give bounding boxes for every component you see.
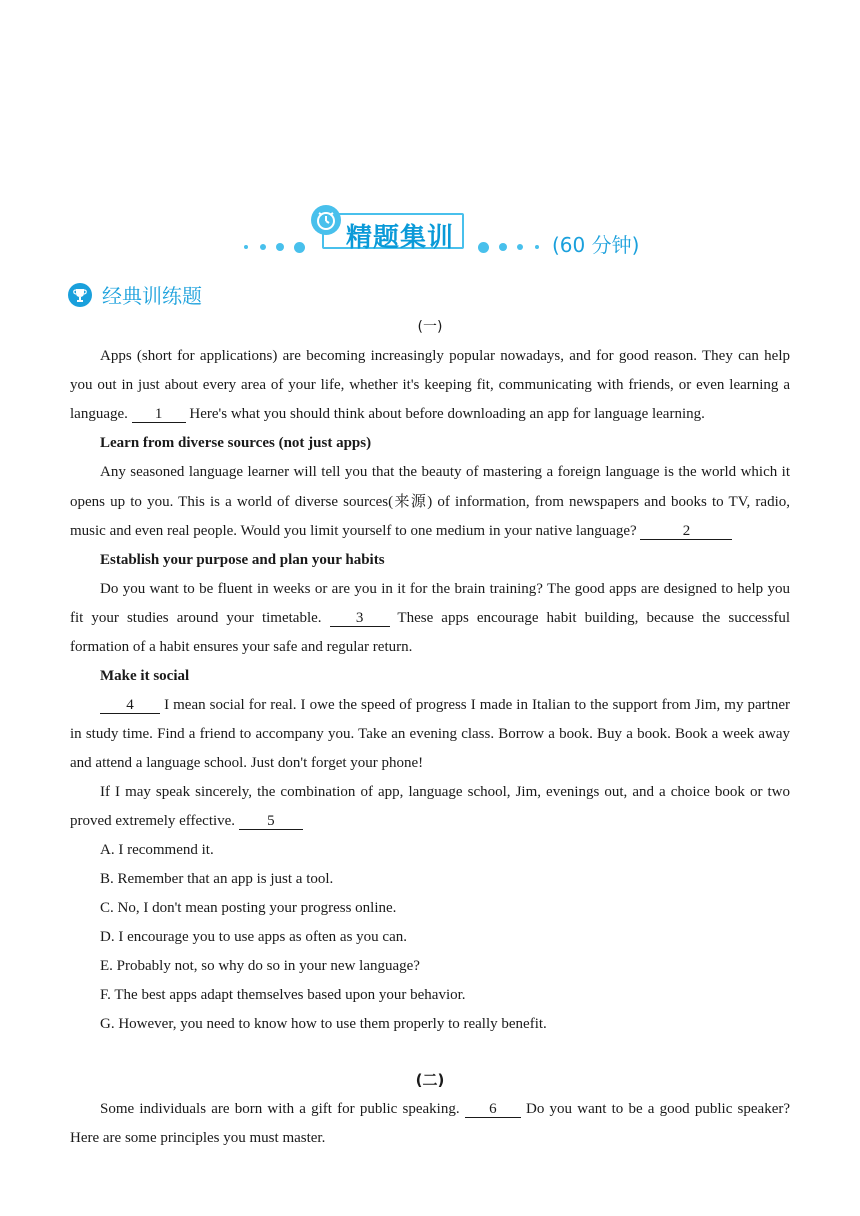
paragraph: Some individuals are born with a gift for public speaking. 6 Do you want to be a good public speaker? Here are some principles you must master. bbox=[70, 1101, 791, 1146]
answer-blank-1: 1 bbox=[132, 406, 186, 423]
banner-title-box bbox=[322, 213, 464, 253]
passage-number: (一) bbox=[417, 319, 443, 335]
answer-blank-3: 3 bbox=[330, 610, 390, 627]
option-b: B. Remember that an app is just a tool. bbox=[100, 871, 334, 887]
decorative-dots-right bbox=[478, 238, 539, 256]
options-list bbox=[70, 836, 790, 1039]
time-limit: (60 分钟) bbox=[552, 233, 640, 257]
answer-blank-2: 2 bbox=[640, 523, 732, 540]
answer-blank-5: 5 bbox=[239, 813, 303, 830]
subheading: Make it social bbox=[100, 668, 190, 684]
alarm-clock-icon bbox=[311, 205, 341, 235]
passage-number: (二) bbox=[415, 1071, 445, 1089]
paragraph: Apps (short for applications) are becoming increasingly popular nowadays, and for good reason. They can help you out in just about every area of your life, whether it's keeping fit, communicating with friends, or even learning a language. 1 Here's what you should think about before downloading an app for language learning. bbox=[70, 348, 790, 422]
paragraph: Any seasoned language learner will tell you that the beauty of mastering a foreign language is the world which it opens up to you. This is a world of diverse sources(来源) of information, from newspapers and books to TV, radio, music and even real people. Would you limit yourself to one medium in your native language? 2 bbox=[70, 464, 790, 539]
option-g: G. However, you need to know how to use them properly to really benefit. bbox=[100, 1016, 547, 1032]
option-d: D. I encourage you to use apps as often as you can. bbox=[100, 929, 407, 945]
banner-title: 精题集训 bbox=[346, 223, 455, 253]
subheading: Learn from diverse sources (not just apps) bbox=[100, 435, 372, 451]
answer-blank-6: 6 bbox=[465, 1101, 521, 1118]
decorative-dots-left bbox=[244, 238, 305, 256]
paragraph: 4 I mean social for real. I owe the speed of progress I made in Italian to the support from Jim, my partner in study time. Find a friend to accompany you. Take an evening class. Borrow a book. Buy a book. Book a week away and attend a language school. Just don't forget your phone! bbox=[70, 697, 790, 771]
option-f: F. The best apps adapt themselves based upon your behavior. bbox=[100, 987, 466, 1003]
option-c: C. No, I don't mean posting your progress online. bbox=[100, 900, 397, 916]
option-e: E. Probably not, so why do so in your new language? bbox=[100, 958, 420, 974]
answer-blank-4: 4 bbox=[100, 697, 160, 714]
passage-two bbox=[70, 1066, 790, 1153]
trophy-icon bbox=[68, 283, 92, 307]
subheading: Establish your purpose and plan your habits bbox=[100, 552, 385, 568]
section-title: 经典训练题 bbox=[102, 284, 202, 308]
option-a: A. I recommend it. bbox=[100, 842, 214, 858]
paragraph: Do you want to be fluent in weeks or are you in it for the brain training? The good apps are designed to help you fit your studies around your timetable. 3 These apps encourage habit building, because the successful formation of a habit ensures your safe and regular return. bbox=[70, 581, 791, 655]
passage-one bbox=[70, 313, 790, 1039]
paragraph: If I may speak sincerely, the combination of app, language school, Jim, evenings out, and a choice book or two proved extremely effective. 5 bbox=[70, 784, 790, 829]
